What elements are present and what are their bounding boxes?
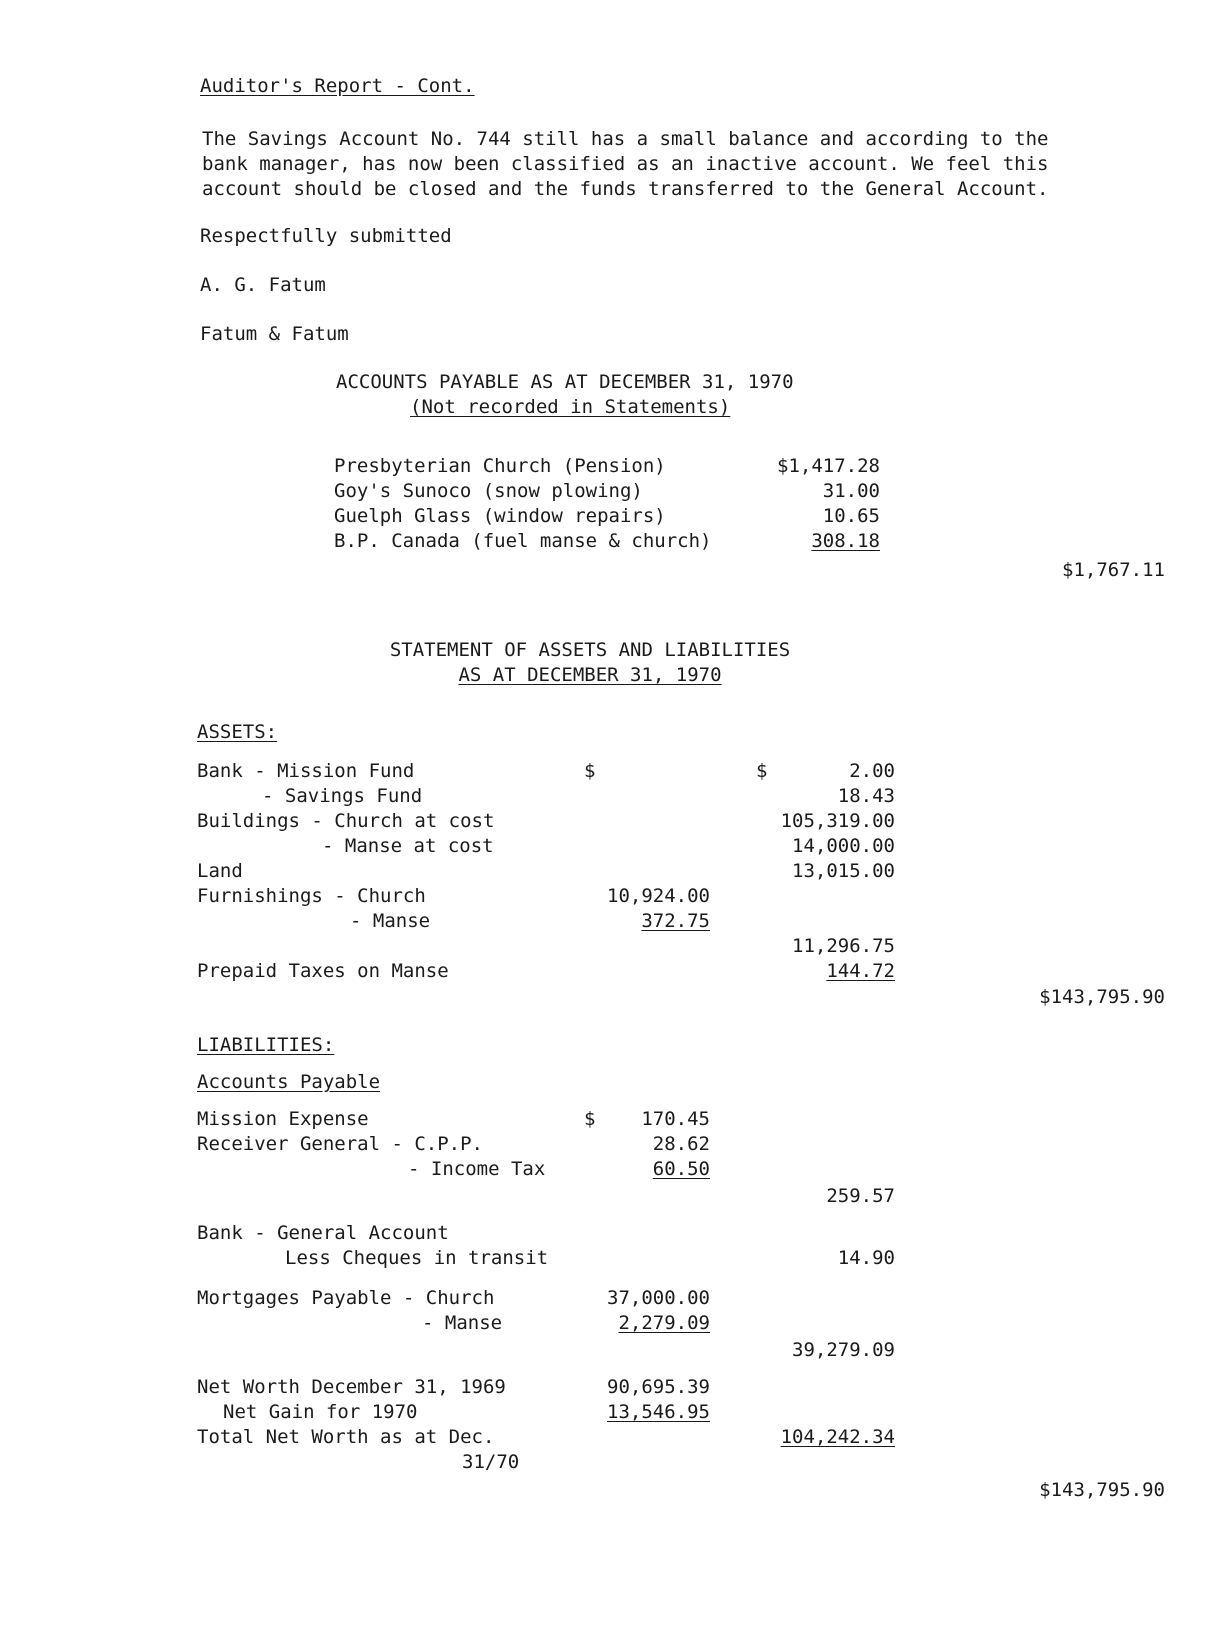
accounts-payable-heading: Accounts Payable	[197, 1071, 381, 1093]
asset-label: Buildings - Church at cost	[197, 810, 495, 832]
asset-label: - Savings Fund	[262, 785, 423, 807]
asset-label: Land	[197, 860, 243, 882]
payables-title: ACCOUNTS PAYABLE AS AT DECEMBER 31, 1970	[336, 371, 794, 393]
payable-item-label: Presbyterian Church (Pension)	[334, 455, 666, 477]
show-through-letterhead	[220, 1495, 980, 1539]
liability-amount: 39,279.09	[792, 1339, 895, 1361]
payable-item-label: Goy's Sunoco (snow plowing)	[334, 480, 643, 502]
liability-label: Less Cheques in transit	[285, 1247, 549, 1269]
payable-item-amount: 308.18	[811, 530, 880, 552]
liability-label: Total Net Worth as at Dec.	[197, 1426, 495, 1448]
page-title: Auditor's Report - Cont.	[200, 75, 475, 97]
asset-amount: 13,015.00	[792, 860, 895, 882]
liability-amount: 14.90	[837, 1247, 895, 1269]
payables-subtitle: (Not recorded in Statements)	[410, 396, 731, 418]
payable-item-amount: 31.00	[822, 480, 880, 502]
asset-label: - Manse	[350, 910, 431, 932]
liability-label: Receiver General - C.P.P.	[197, 1133, 483, 1155]
liabilities-total: $143,795.90	[1039, 1479, 1165, 1501]
statement-title: STATEMENT OF ASSETS AND LIABILITIES	[389, 639, 791, 661]
asset-amount: 144.72	[826, 960, 895, 982]
statement-subtitle: AS AT DECEMBER 31, 1970	[458, 664, 722, 686]
liability-label: 31/70	[462, 1451, 520, 1473]
liability-label: Net Worth December 31, 1969	[197, 1376, 506, 1398]
asset-label: Prepaid Taxes on Manse	[197, 960, 449, 982]
asset-amount: 372.75	[641, 910, 710, 932]
liability-amount: 28.62	[652, 1133, 710, 1155]
liability-label: - Income Tax	[408, 1158, 546, 1180]
assets-heading: ASSETS:	[197, 721, 278, 743]
firm-name: Fatum & Fatum	[200, 323, 349, 345]
asset-amount: 18.43	[837, 785, 895, 807]
liability-amount: 2,279.09	[618, 1312, 710, 1334]
liability-amount: 104,242.34	[780, 1426, 895, 1448]
intro-paragraph	[202, 127, 1162, 202]
liability-amount: 259.57	[826, 1185, 895, 1207]
closing-text: Respectfully submitted	[200, 225, 452, 247]
asset-amount: 105,319.00	[780, 810, 895, 832]
liability-amount: 13,546.95	[607, 1401, 710, 1423]
column-dollar-sign: $	[584, 1108, 596, 1130]
intro-line: The Savings Account No. 744 still has a small balance and according to the	[202, 128, 1049, 150]
asset-amount: 14,000.00	[792, 835, 895, 857]
liability-amount: 60.50	[652, 1158, 710, 1180]
column-dollar-sign: $	[756, 760, 768, 782]
payable-item-label: Guelph Glass (window repairs)	[334, 505, 666, 527]
asset-label: - Manse at cost	[322, 835, 494, 857]
liability-label: Net Gain for 1970	[223, 1401, 418, 1423]
intro-line: account should be closed and the funds transferred to the General Account.	[202, 178, 1049, 200]
assets-total: $143,795.90	[1039, 986, 1165, 1008]
asset-amount: 11,296.75	[792, 935, 895, 957]
liability-label: Mission Expense	[197, 1108, 369, 1130]
asset-amount: 2.00	[849, 760, 895, 782]
liability-amount: 170.45	[641, 1108, 710, 1130]
payable-item-amount: 10.65	[822, 505, 880, 527]
payable-item-label: B.P. Canada (fuel manse & church)	[334, 530, 712, 552]
asset-label: Bank - Mission Fund	[197, 760, 415, 782]
liability-label: - Manse	[422, 1312, 503, 1334]
liability-amount: 37,000.00	[607, 1287, 710, 1309]
liability-amount: 90,695.39	[607, 1376, 710, 1398]
liability-label: Bank - General Account	[197, 1222, 449, 1244]
payables-total: $1,767.11	[1062, 559, 1165, 581]
liability-label: Mortgages Payable - Church	[197, 1287, 495, 1309]
intro-line: bank manager, has now been classified as an inactive account. We feel this	[202, 153, 1049, 175]
column-dollar-sign: $	[584, 760, 596, 782]
signer-name: A. G. Fatum	[200, 274, 326, 296]
liabilities-heading: LIABILITIES:	[197, 1034, 335, 1056]
asset-label: Furnishings - Church	[197, 885, 426, 907]
asset-amount: 10,924.00	[607, 885, 710, 907]
payable-item-amount: $1,417.28	[777, 455, 880, 477]
